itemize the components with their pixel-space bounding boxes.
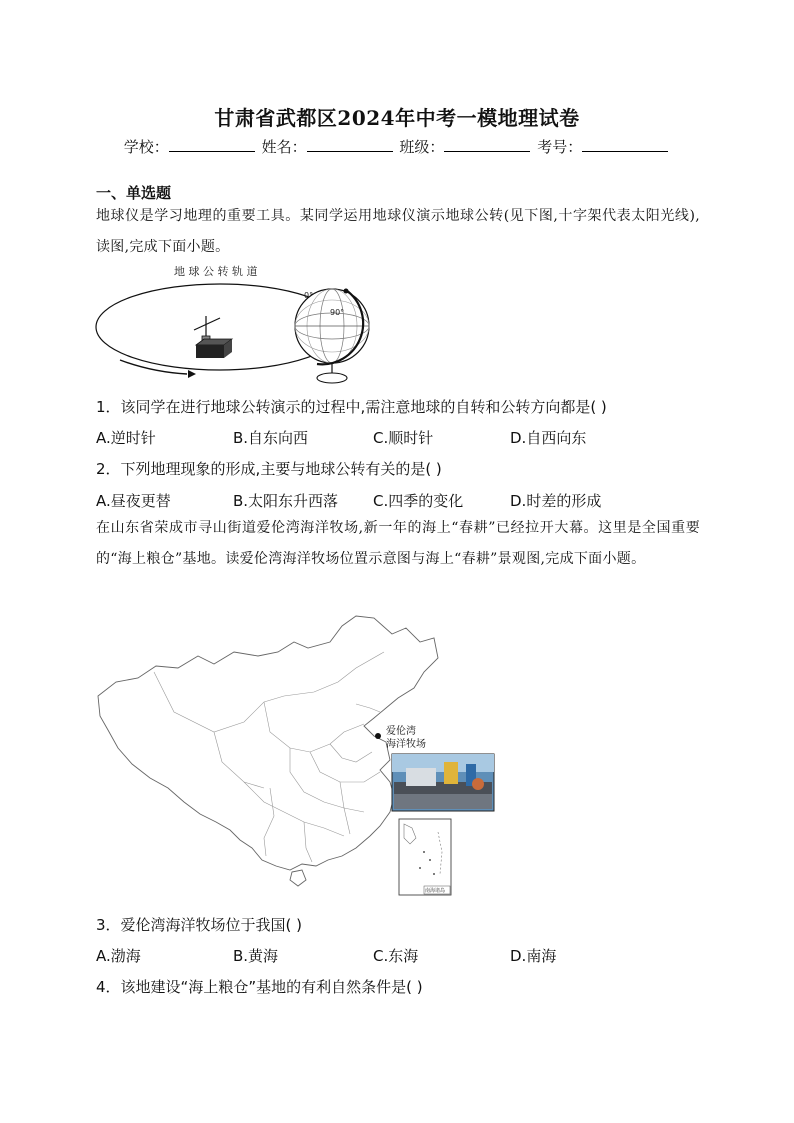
student-info-row [0, 136, 794, 157]
ailunwan-marker-icon [375, 733, 381, 739]
question-4-stem: 4．该地建设“海上粮仓”基地的有利自然条件是( ) [96, 978, 423, 996]
globe-icon [295, 289, 369, 384]
orbit-arrowhead [188, 370, 196, 378]
passage-2: 在山东省荣成市寻山街道爱伦湾海洋牧场,新一年的海上“春耕”已经拉开大幕。这里是全国重要的“海上粮仓”基地。读爱伦湾海洋牧场位置示意图与海上“春耕”景观图,完成下面小题。 [96, 520, 700, 567]
sun-cross-icon [194, 316, 232, 358]
q3-option-b[interactable]: B.黄海 [233, 947, 279, 965]
class-blank[interactable] [444, 137, 530, 152]
orbit-label: 地 球 公 转 轨 道 [174, 265, 258, 278]
school-blank[interactable] [169, 137, 255, 152]
south-china-sea-inset [399, 819, 451, 895]
degree-0-label: 0° [304, 291, 314, 300]
q1-option-d[interactable]: D.自西向东 [510, 429, 587, 447]
page-title: 甘肃省武都区2024年中考一模地理试卷 [214, 106, 580, 130]
china-map-figure [94, 612, 504, 902]
question-1-stem: 1．该同学在进行地球公转演示的过程中,需注意地球的自转和公转方向都是( ) [96, 398, 607, 416]
q2-option-a[interactable]: A.昼夜更替 [96, 492, 171, 510]
q3-option-d[interactable]: D.南海 [510, 947, 557, 965]
degree-90-label: 90° [330, 308, 345, 317]
place-label-1: 爱伦湾 [386, 726, 416, 737]
section-heading: 一、单选题 [96, 184, 172, 202]
q3-option-a[interactable]: A.渤海 [96, 947, 141, 965]
place-label-2: 海洋牧场 [386, 739, 426, 750]
name-blank[interactable] [307, 137, 393, 152]
china-outline [98, 616, 438, 886]
school-label: 学校： [123, 138, 169, 156]
name-label: 姓名： [261, 138, 307, 156]
q1-option-b[interactable]: B.自东向西 [233, 429, 309, 447]
question-2-stem: 2．下列地理现象的形成,主要与地球公转有关的是( ) [96, 460, 442, 478]
spring-farming-photo [392, 754, 494, 811]
q1-option-a[interactable]: A.逆时针 [96, 429, 156, 447]
q2-option-d[interactable]: D.时差的形成 [510, 492, 602, 510]
q3-option-c[interactable]: C.东海 [373, 947, 419, 965]
inset-label: 南海诸岛 [425, 888, 446, 894]
exam-no-blank[interactable] [582, 137, 668, 152]
q1-option-c[interactable]: C.顺时针 [373, 429, 434, 447]
globe-orbit-figure [92, 260, 382, 390]
exam-no-label: 考号： [537, 138, 583, 156]
question-3-stem: 3．爱伦湾海洋牧场位于我国( ) [96, 916, 303, 934]
q2-option-b[interactable]: B.太阳东升西落 [233, 492, 339, 510]
q2-option-c[interactable]: C.四季的变化 [373, 492, 464, 510]
passage-1: 地球仪是学习地理的重要工具。某同学运用地球仪演示地球公转(见下图,十字架代表太阳光线),读图,完成下面小题。 [96, 208, 700, 255]
class-label: 班级： [399, 138, 445, 156]
